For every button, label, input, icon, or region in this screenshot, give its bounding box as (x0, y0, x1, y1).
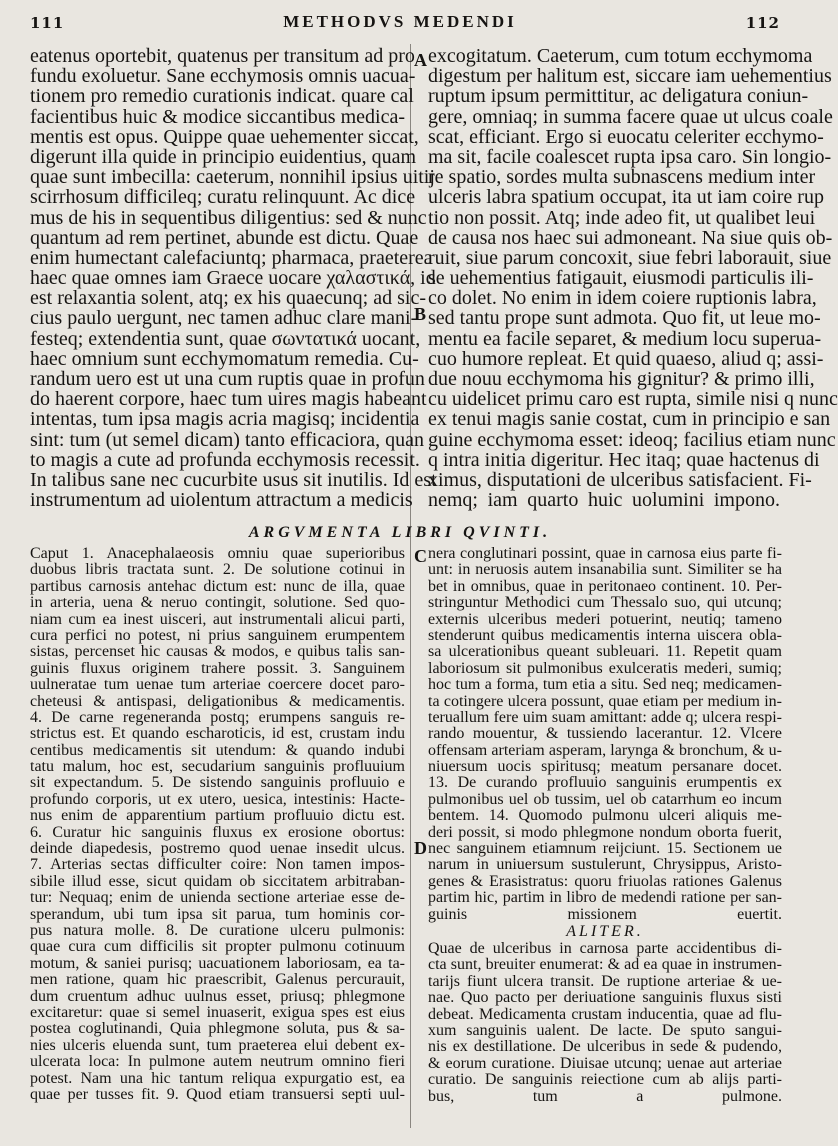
text-line: scat, efficiant. Ergo si euocatu celeriter ecchymo- (428, 125, 824, 148)
aliter-line: nis ex destillatione. De ulceribus in sede & pudendo, (428, 1038, 782, 1056)
argument-line: centibus medicamentis sit utendum: & quando indubi (30, 741, 405, 759)
text-line: digerunt illa quide in principio euidentius, quam (30, 145, 417, 168)
argument-list-right (428, 546, 782, 923)
argument-line: postea coglutinandi, Quia phlegmone soluta, pus & sa- (30, 1020, 405, 1038)
text-line: q intra initia digeritur. Hec itaq; quae hactenus di (428, 448, 820, 471)
aliter-line: xum sanguinis ualent. De lacte. De sputo sangui- (428, 1021, 782, 1039)
argument-line: sit expectandum. 5. De sistendo sanguinis profluuio e (30, 774, 405, 792)
argument-line: partibus carnosis antehac dictum est: nunc de illa, quae (30, 577, 405, 595)
aliter-summary (428, 941, 782, 1105)
aliter-title: ALITER. (566, 922, 644, 940)
text-line: excogitatum. Caeterum, cum totum ecchymoma (428, 45, 813, 67)
argument-line: guinis missionem euertit. (428, 905, 782, 923)
text-line: sed tantu prope sunt admota. Quo fit, ut leue mo- (428, 307, 821, 330)
right-page-number: 112 (745, 14, 780, 32)
argument-line: teruallum fere uim suam amittant: adde q; ulcera respi- (428, 708, 782, 726)
text-line: fundu exoluetur. Sane ecchymosis omnis uacua- (30, 65, 416, 88)
argument-line: 6. Curatur hic sanguinis fluxus ex erosione obortus: (30, 823, 405, 841)
argument-line: cheteusi & antispasi, deligationibus & medicamentis. (30, 692, 405, 710)
aliter-line: curatio. De sanguinis reiectione cum ab alijs parti- (428, 1071, 782, 1089)
text-line: ruptum ipsum permittitur, ac deligatura coniun- (428, 85, 809, 108)
margin-letter-d: D (414, 838, 427, 858)
aliter-line: debeat. Medicamenta crustam inducentia, quae ad flu- (428, 1005, 782, 1023)
text-line: gere, omniaq; in summa facere quae ut ulcus coale (428, 105, 833, 128)
argument-line: 13. De curando profluuio sanguinis erumpentis ex (428, 774, 782, 792)
argument-line: strictus est. Et quando escharoticis, id est, crustam indu (30, 725, 405, 743)
argument-line: guinis fluxus originem trahere possit. 3. Sanguinem (30, 659, 405, 677)
argument-line: duobus libris tractata sunt. 2. De solutione cotinui in (30, 561, 405, 579)
argument-line: 7. Arterias sectas difficulter coire: Non tamen impos- (30, 856, 405, 874)
text-line: ma sit, facile coalescet rupta ipsa caro. Sin longio- (428, 145, 832, 168)
text-line: quantum ad rem pertinet, abunde est dictu. Quae (30, 226, 419, 249)
top-left-column (30, 45, 437, 512)
text-line: tio non possit. Atq; inde adeo fit, ut qualibet leui (428, 206, 816, 229)
argument-line: niuersum uocis spiritusq; meatum persanare docet. (428, 758, 782, 776)
top-right-column (428, 45, 838, 512)
text-line: ulceris labra spatium occupat, ita ut iam coire rup (428, 186, 824, 209)
argument-line: bet in omnibus, quae in peritonaeo continent. 10. Per- (428, 577, 782, 595)
text-line: cuo humore repleat. Et quid quaeso, aliud q; assi- (428, 347, 824, 370)
argument-line: laboriosum sit pulmonibus exulceratis mederi, sumiq; (428, 659, 782, 677)
section-title: ARGVMENTA LIBRI QVINTI. (248, 524, 552, 541)
text-line: scirrhosum difficileq; curatu relinquunt. Ac dice (30, 186, 416, 209)
text-line: mentis est opus. Quippe quae uehementer siccat, (30, 125, 419, 148)
text-line: de causa nos haec sui admoneant. Na siue quis ob- (428, 226, 833, 249)
text-line: guine ecchymoma esset: ideoq; facilius etiam nunc (428, 428, 836, 451)
aliter-line: cta sunt, breuiter enumerat: & ad ea quae in instrumen- (428, 956, 782, 974)
argument-line: partim hic, partim in libro de medendi ratione per san- (428, 889, 782, 907)
aliter-line: nae. Quo pacto per deriuatione sanguinis fluxus sisti (428, 989, 782, 1007)
argument-line: nera conglutinari possint, quae in carnosa eius parte fi- (428, 545, 782, 562)
argument-line: sperandum, ubi tum ipsa sit parua, tum hominis cor- (30, 905, 405, 923)
text-line: randum uero est ut una cum ruptis quae in profun (30, 368, 425, 390)
text-line: est relaxantia solent, atq; ex his quaecunq; ad sic- (30, 287, 426, 310)
margin-letter-a: A (414, 50, 427, 70)
left-page-number: 111 (30, 14, 65, 32)
argument-line: motum, & saniei purisq; uacuationem laboriosam, ea ta- (30, 954, 405, 972)
argument-line: stenderunt quibus medicamentis interna uiscera obla- (428, 626, 782, 644)
argument-line: narum in uniuersum sustulerunt, Chrysippus, Aristo- (428, 856, 782, 874)
argument-line: potest. Nam una hic tantum reliqua expurgatio est, ea (30, 1069, 405, 1087)
argument-line: tur: Nequaq; enim de unienda sectione arteriae esse de- (30, 889, 405, 907)
aliter-line: tarijs fiunt ulcera transit. De ruptione arteriae & ue- (428, 972, 782, 990)
argument-line: in arteria, uena & neruo contingit, solutione. Sed quo- (30, 594, 405, 612)
text-line: quae sunt imbecilla: caeterum, nonnihil ipsius uitij (30, 166, 435, 189)
text-line: eatenus oportebit, quatenus per transitum ad pro (30, 45, 415, 67)
text-line: ex tenui magis sanie costat, cum in principio e san (428, 408, 831, 431)
argument-line: quae cura cum difficilis sit propter pulmonu cotinuum (30, 938, 405, 956)
argument-line: bentem. 14. Quomodo pulmonu ulceri aliquis me- (428, 807, 782, 825)
aliter-line: & eorum curatione. Diuisae utcunq; uenae aut arteriae (428, 1054, 782, 1072)
running-header (0, 8, 800, 34)
argument-line: sistas, percenset hic causas & modos, e quibus talis san- (30, 643, 405, 661)
argument-line: sa ulcerationibus queant subleuari. 11. Repetit quam (428, 643, 782, 661)
argument-line: externis ulceribus mederi potuerint, neutiq; tameno (428, 610, 782, 628)
argument-line: pus natura molle. 8. De curatione ulceru pulmonis: (30, 921, 405, 939)
bottom-left-column (30, 546, 405, 1103)
argument-line: deri possit, si modo phlegmone nondum oborta fuerit, (428, 823, 782, 841)
argument-line: nies ulceris eluenda sunt, tum praeterea elui debent ex- (30, 1036, 405, 1054)
text-line: haec quae omnes iam Graece uocare χαλαστικά, id (30, 267, 436, 290)
text-line: In talibus sane nec cucurbite usus sit inutilis. Id est (30, 468, 437, 491)
argument-line: cura perfici no potest, ni prius sanguinem erumpentem (30, 626, 405, 644)
argument-line: stringuntur Methodici cum Thessalo suo, qui utcunq; (428, 594, 782, 612)
argument-line: sibile illud esse, sicut quidam ob siccitatem arbitraban- (30, 872, 405, 890)
argument-line: pulmonibus uel ob tussim, uel ob catarrhum eo incum (428, 790, 782, 808)
margin-letter-b: B (414, 304, 427, 324)
text-line: to magis a cute ad profunda ecchymosis recessit. (30, 448, 420, 471)
argument-line: genes & Erasistratus: quoru friuolas rationes Galenus (428, 872, 782, 890)
text-line: se uehementius fatigauit, eiusmodi particulis ili- (428, 267, 814, 290)
text-line: sint: tum (ut semel dicam) tanto efficaciora, quan (30, 428, 424, 451)
argument-line: deinde diapedesis, postremo quod uenae insedit ulcus. (30, 840, 405, 858)
text-line: festeq; extendentia sunt, quae σωντατικά uocant, (30, 327, 421, 350)
argument-line: hoc tum a forma, tum etia a situ. Sed neq; medicamen- (428, 676, 782, 694)
argument-line: nus enim de apparentium partium profluuio dictu est. (30, 807, 405, 825)
argument-line: offensam arteriam asperam, larynga & bronchum, & u- (428, 741, 782, 759)
aliter-line: Quae de ulceribus in carnosa parte accidentibus di- (428, 939, 782, 957)
argument-line: ulcerata loca: In pulmone autem neutrum omnino fieri (30, 1053, 405, 1071)
argument-line: dum cruentum adhuc uulnus esset, priusq; phlegmone (30, 987, 405, 1005)
argument-line: quae per tusses fit. 9. Quod etiam transuersi septi uul- (30, 1085, 405, 1103)
argument-line: niam cum ea inest uisceri, aut instrumentali alicui parti, (30, 610, 405, 628)
text-line: cu uidelicet primu caro est rupta, simile nisi q nunc (428, 388, 838, 411)
text-line: cius paulo uergunt, nec tamen adhuc clare mani- (30, 307, 418, 330)
text-line: tionem pro remedio curationis indicat. quare cal (30, 85, 414, 108)
text-line: ximus, disputationi de ulceribus satisfacient. Fi- (428, 468, 812, 491)
argument-line: unt: in neruosis autem insanabilia sunt. Similiter se ha (428, 561, 782, 579)
bottom-right-column (428, 546, 782, 1105)
argument-line: men ratione, quam hic praescribit, Galenus percurauit, (30, 971, 405, 989)
argument-line: 4. De carne regeneranda postq; erumpens sanguis re- (30, 708, 405, 726)
margin-letter-c: C (414, 546, 427, 566)
argument-line: ta cotingere ulcera possunt, quae etiam per medium in- (428, 692, 782, 710)
running-title: METHODVS MEDENDI (283, 12, 517, 31)
argument-line: tatu malum, hoc est, secudarium sanguinis profluuium (30, 758, 405, 776)
text-line: due nouu ecchymoma his gignitur? & primo illi, (428, 368, 815, 390)
argument-line: excitaretur: quae si semel inuaserit, exigua spes est eius (30, 1003, 405, 1021)
text-line: co dolet. No enim in idem coiere ruptionis labra, (428, 287, 817, 310)
argument-line: rando mouentur, & tussiendo lacerantur. 12. Vlcere (428, 725, 782, 743)
text-line: mentu ea facile separet, & medium locu superua- (428, 327, 822, 350)
text-line: mus de his in sequentibus diligentius: sed & nunc (30, 206, 427, 229)
text-line: enim humectant calefaciuntq; pharmaca, praeterea (30, 246, 433, 269)
text-line: ruit, siue parum concoxit, siue febri laborauit, siue (428, 246, 832, 269)
text-line: digestum per halitum est, siccare iam uehementius (428, 65, 832, 88)
argument-line: uulneratae tum uenae tum arteriae coercere docet paro- (30, 676, 405, 694)
argument-line: Caput 1. Anacephalaeosis omniu quae superioribus (30, 545, 405, 562)
text-line: haec omnium sunt ecchymomatum remedia. Cu- (30, 347, 419, 370)
text-line: facientibus huic & modice siccantibus medica- (30, 105, 405, 128)
argument-line: profundo corporis, ut ex utero, uesica, intestinis: Hacte- (30, 790, 405, 808)
text-line: intentas, tum ipsa magis acria magisq; incidentia (30, 408, 420, 431)
text-line: do haerent corpore, haec tum uires magis habeant (30, 388, 427, 411)
text-line: instrumentum ad uiolentum attractum a medicis (30, 489, 413, 512)
aliter-line: bus, tum a pulmone. (428, 1087, 782, 1105)
text-line: nemq; iam quarto huic uolumini impono. (428, 489, 780, 512)
argument-line: nec sanguinem etiamnum reijciunt. 15. Sectionem ue (428, 840, 782, 858)
text-line: re spatio, sordes multa subnascens medium inter (428, 166, 816, 189)
